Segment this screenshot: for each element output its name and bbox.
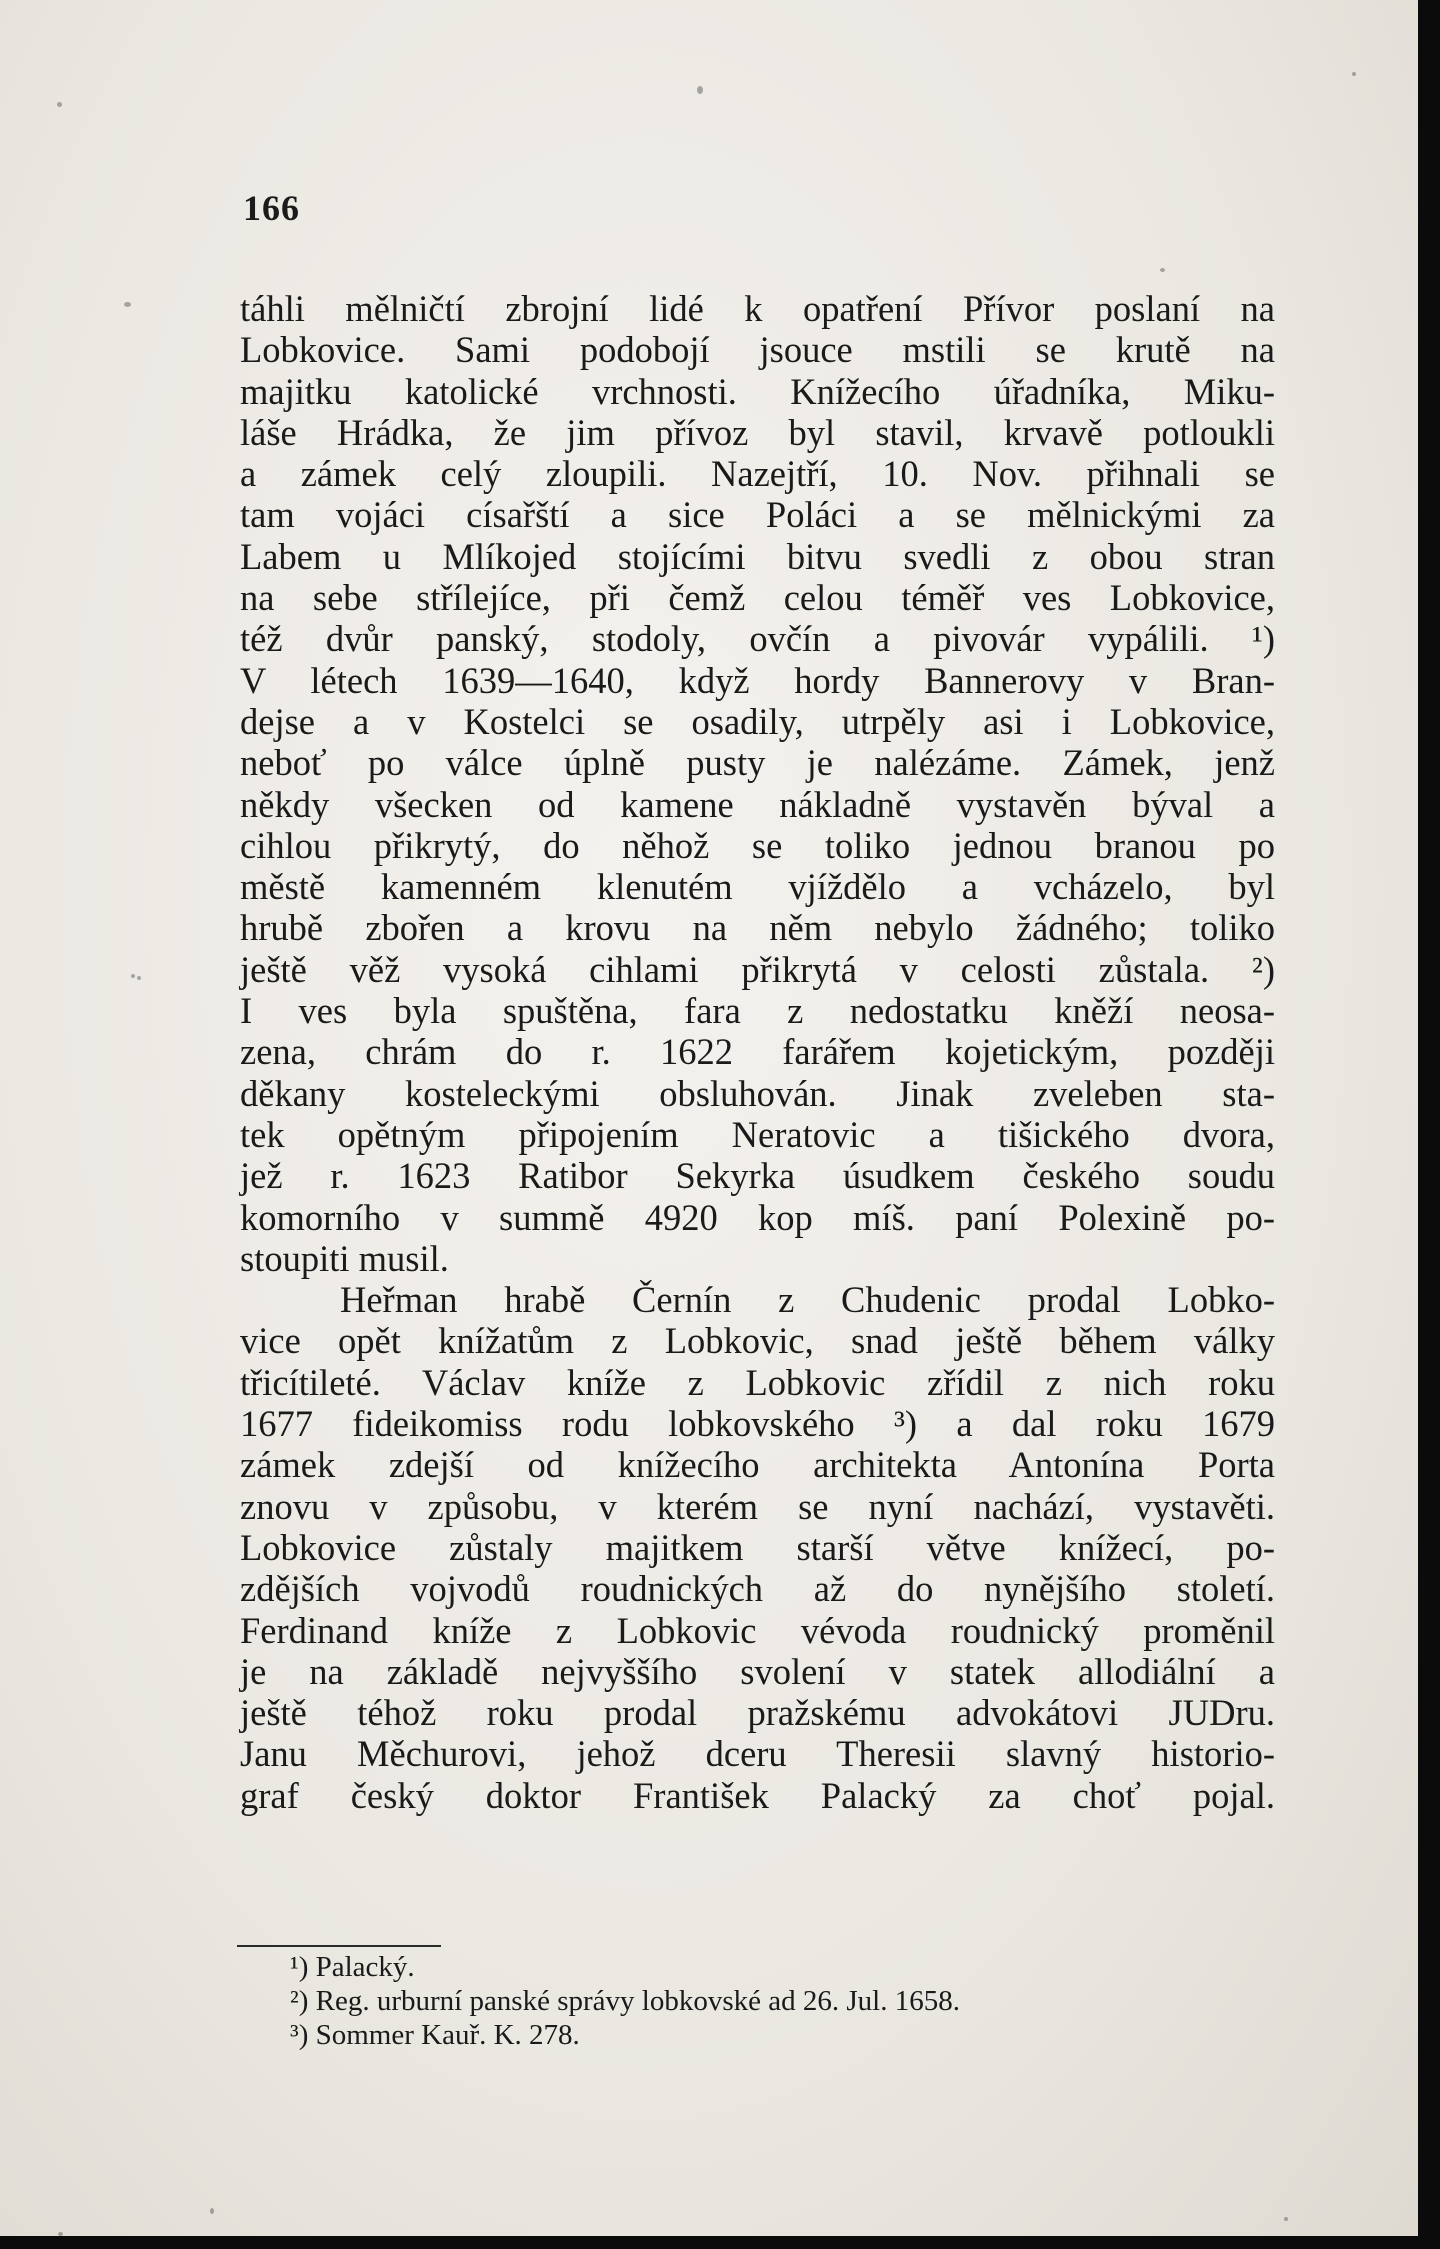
paper-speck [131,974,135,978]
text-line: stoupiti musil. [240,1237,449,1279]
text-line: tek opětným připojením Neratovic a tišického dvora, [240,1113,1275,1155]
text-line: a zámek celý zloupili. Nazejtří, 10. Nov. přihnali se [240,453,1275,495]
text-line: na sebe střílejíce, při čemž celou téměř ves Lobkovice, [240,577,1275,619]
text-line: ještě téhož roku prodal pražskému advokátovi JUDru. [240,1692,1275,1734]
paper-speck [210,2208,214,2214]
footnote: ³) Sommer Kauř. K. 278. [290,2019,580,2051]
text-line: ještě věž vysoká cihlami přikrytá v celosti zůstala. ²) [240,948,1275,990]
text-line: hrubě zbořen a krovu na něm nebylo žádného; toliko [240,907,1275,949]
paper-speck [1160,268,1165,272]
footnote: ¹) Palacký. [290,1951,415,1983]
paper-speck [57,102,62,107]
text-line: Lobkovice zůstaly majitkem starší větve knížecí, po- [240,1526,1275,1568]
scan-border-right [1418,0,1440,2249]
text-line: jež r. 1623 Ratibor Sekyrka úsudkem českého soudu [240,1155,1275,1197]
text-line: městě kamenném klenutém vjíždělo a vcházelo, byl [240,866,1275,908]
paper-speck [137,976,141,980]
text-line: zámek zdejší od knížecího architekta Antonína Porta [240,1444,1275,1486]
paper-speck [124,302,131,307]
text-line: též dvůr panský, stodoly, ovčín a pivovár vypálili. ¹) [240,618,1275,660]
footnote-divider [237,1945,441,1947]
scan-border-bottom [0,2236,1440,2249]
text-line: je na základě nejvyššího svolení v statek allodiální a [240,1650,1275,1692]
text-line: děkany kosteleckými obsluhován. Jinak zveleben sta- [240,1072,1275,1114]
text-line: V létech 1639—1640, když hordy Bannerovy v Bran- [240,659,1275,701]
main-text [240,288,1275,1816]
footnote: ²) Reg. urburní panské správy lobkovské ad 26. Jul. 1658. [290,1985,960,2017]
text-line: zdějších vojvodů roudnických až do nynějšího století. [240,1568,1275,1610]
text-line: 1677 fideikomiss rodu lobkovského ³) a dal roku 1679 [240,1403,1275,1445]
text-line: majitku katolické vrchnosti. Knížecího úřadníka, Miku- [240,370,1275,412]
text-line: Heřman hrabě Černín z Chudenic prodal Lobko- [340,1279,1275,1321]
text-line: Labem u Mlíkojed stojícími bitvu svedli z obou stran [240,535,1275,577]
text-line: komorního v summě 4920 kop míš. paní Polexině po- [240,1196,1275,1238]
paper-speck [1284,2217,1288,2221]
text-line: zena, chrám do r. 1622 farářem kojetickým, později [240,1031,1275,1073]
text-line: Ferdinand kníže z Lobkovic vévoda roudnický proměnil [240,1609,1275,1651]
text-line: znovu v způsobu, v kterém se nyní nachází, vystavěti. [240,1485,1275,1527]
text-line: cihlou přikrytý, do něhož se toliko jednou branou po [240,824,1275,866]
text-line: láše Hrádka, že jim přívoz byl stavil, krvavě potloukli [240,411,1275,453]
text-line: vice opět knížatům z Lobkovic, snad ještě během války [240,1320,1275,1362]
paper-speck [697,86,703,94]
text-line: někdy všecken od kamene nákladně vystavěn býval a [240,783,1275,825]
text-line: graf český doktor František Palacký za choť pojal. [240,1774,1275,1816]
paper-speck [1352,72,1356,76]
text-line: neboť po válce úplně pusty je nalézáme. Zámek, jenž [240,742,1275,784]
text-line: dejse a v Kostelci se osadily, utrpěly asi i Lobkovice, [240,700,1275,742]
text-line: Janu Měchurovi, jehož dceru Theresii slavný historio- [240,1733,1275,1775]
text-line: tam vojáci císařští a sice Poláci a se mělnickými za [240,494,1275,536]
page-number: 166 [243,188,300,228]
text-line: I ves byla spuštěna, fara z nedostatku kněží neosa- [240,990,1275,1032]
text-line: táhli mělničtí zbrojní lidé k opatření Přívor poslaní na [240,288,1275,329]
text-line: Lobkovice. Sami podobojí jsouce mstili se krutě na [240,329,1275,371]
text-line: třicítileté. Václav kníže z Lobkovic zřídil z nich roku [240,1361,1275,1403]
footnotes [290,1950,960,2052]
